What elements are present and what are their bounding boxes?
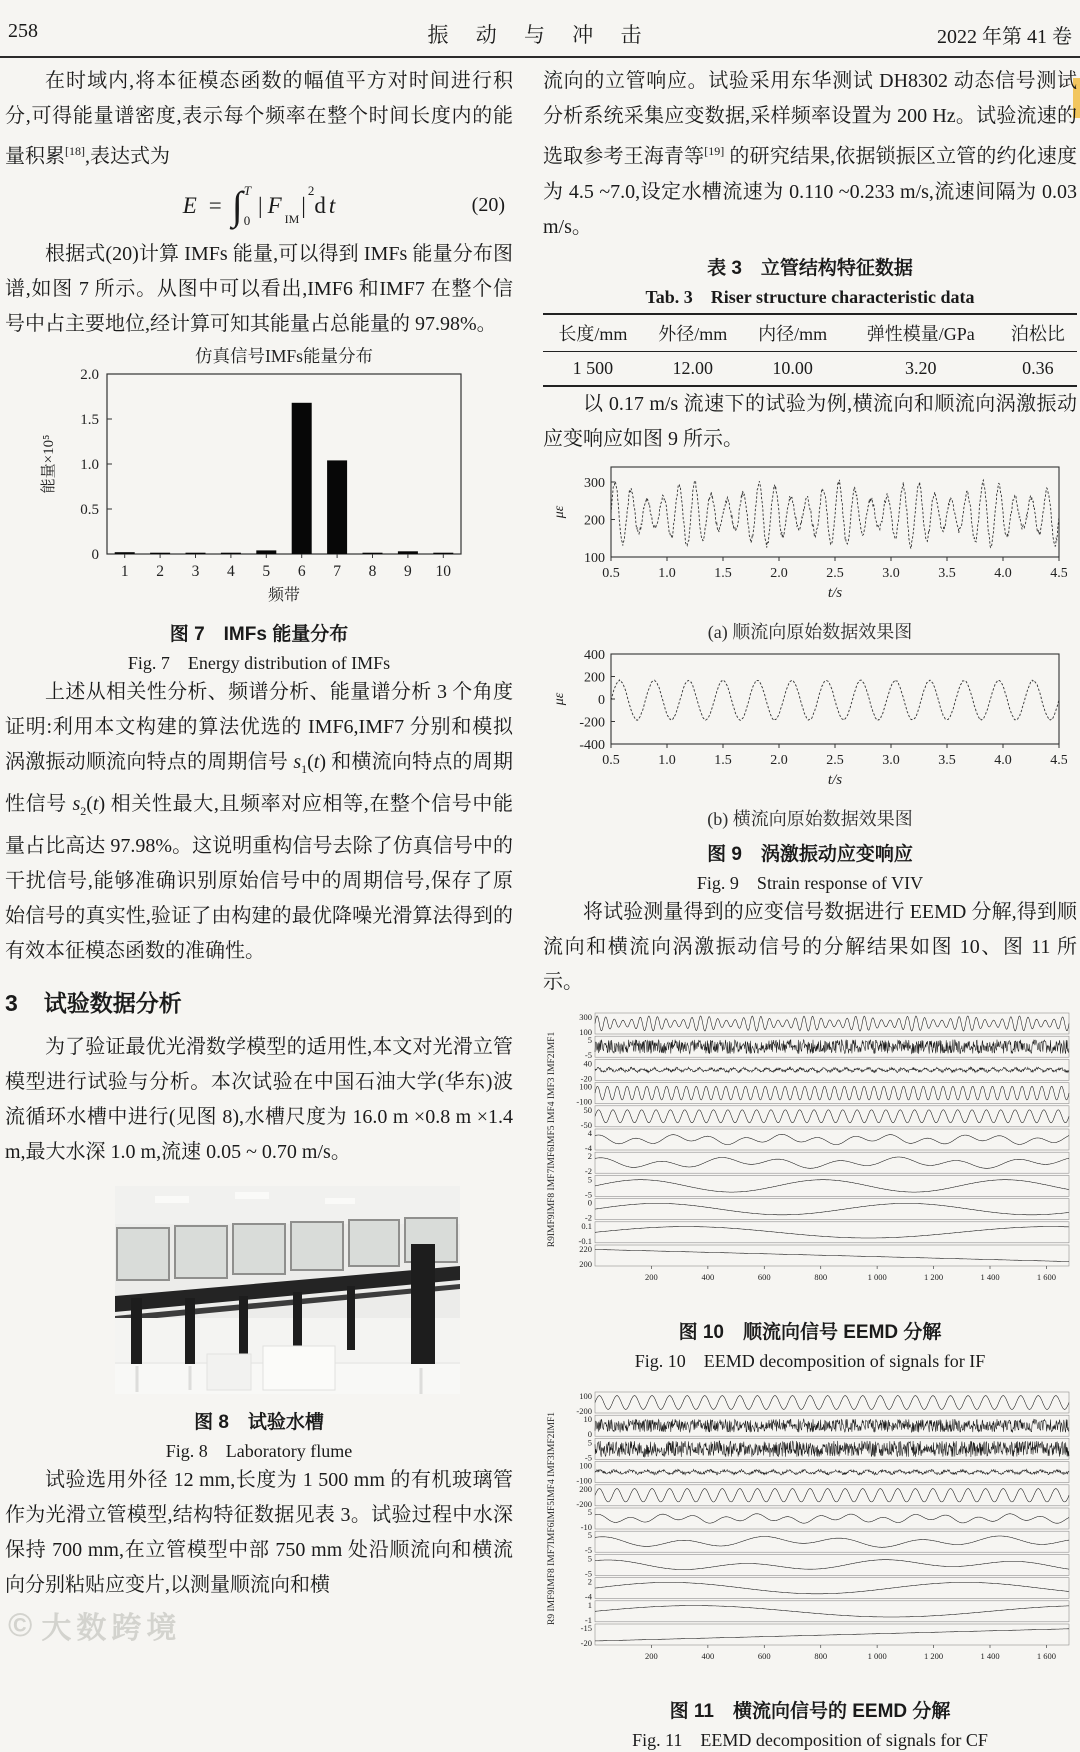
svg-text:3.0: 3.0 [882, 752, 900, 768]
equation-lhs: E [182, 192, 197, 218]
svg-text:5: 5 [262, 562, 271, 580]
svg-text:2: 2 [156, 562, 164, 580]
table3-header-length: 长度/mm [543, 314, 643, 352]
figure11-caption-en: Fig. 11 EEMD decomposition of signals for CF [632, 1729, 988, 1750]
svg-text:50: 50 [583, 1104, 592, 1115]
svg-text:40: 40 [583, 1058, 592, 1069]
integral-sign: ∫ [231, 183, 243, 229]
svg-text:2.0: 2.0 [770, 565, 788, 581]
table-row [543, 351, 1077, 386]
page-number: 258 [8, 20, 38, 42]
svg-text:-5: -5 [584, 1189, 592, 1200]
page-header [0, 12, 1080, 54]
svg-text:0.1: 0.1 [581, 1220, 592, 1231]
svg-text:400: 400 [701, 1650, 715, 1661]
svg-text:t/s: t/s [827, 771, 843, 788]
svg-text:t/s: t/s [827, 584, 843, 601]
figure7-caption-en: Fig. 7 Energy distribution of IMFs [127, 652, 391, 673]
svg-text:-4: -4 [584, 1591, 592, 1602]
svg-text:-10: -10 [580, 1521, 592, 1532]
table3-header-inner-diameter: 内径/mm [743, 314, 843, 352]
svg-text:1.0: 1.0 [80, 456, 99, 473]
table3-riser-data [543, 313, 1077, 387]
svg-text:0.5: 0.5 [80, 501, 99, 518]
svg-text:1 200: 1 200 [924, 1271, 944, 1282]
figure10-eemd-chart [543, 1008, 1075, 1309]
svg-text:8: 8 [368, 562, 377, 580]
svg-text:800: 800 [814, 1650, 828, 1661]
svg-text:0: 0 [91, 546, 99, 563]
equation-20: E = ∫ T 0 | F $_{IM}$ | $^2$ d t (20) [182, 182, 505, 229]
svg-text:3.5: 3.5 [938, 565, 956, 581]
svg-text:-100: -100 [576, 1475, 592, 1486]
svg-text:100: 100 [579, 1081, 592, 1092]
paragraph-eemd-decomposition: 将试验测量得到的应变信号数据进行 EEMD 分解,得到顺流向和横流向涡激振动信号的分解结果如图 10、图 11 所示。 [543, 900, 1077, 993]
svg-text:6: 6 [297, 562, 306, 580]
svg-text:0: 0 [598, 692, 605, 708]
svg-text:5: 5 [587, 1553, 592, 1564]
svg-text:-2: -2 [584, 1212, 592, 1223]
volume-info: 2022 年第 41 卷 [937, 26, 1072, 48]
svg-text:100: 100 [579, 1460, 592, 1471]
table3-header-elastic-modulus: 弹性模量/GPa [843, 314, 999, 352]
svg-text:4.0: 4.0 [994, 565, 1012, 581]
paragraph-experiment-setup: 为了验证最优光滑数学模型的适用性,本文对光滑立管模型进行试验与分析。本次试验在中国石油大学(华东)波流循环水槽中进行(见图 8),水槽尺度为 16.0 m ×0.8 m ×1.4 m,最大水深 1.0 m,流速 0.05 ~ 0.70 m/s。 [5, 1035, 513, 1163]
table3-cell-length: 1 500 [572, 357, 614, 378]
figure7-caption-cn: 图 7 IMFs 能量分布 [169, 623, 349, 645]
table3-cell-outer-diameter: 12.00 [672, 357, 714, 378]
equation-equals: = [208, 192, 222, 218]
svg-text:5: 5 [587, 1529, 592, 1540]
svg-text:0.5: 0.5 [602, 752, 620, 768]
svg-text:4.5: 4.5 [1050, 565, 1067, 581]
svg-text:400: 400 [584, 647, 605, 663]
column-right [543, 64, 1077, 1752]
svg-text:100: 100 [579, 1390, 592, 1401]
figure11-caption-cn: 图 11 横流向信号的 EEMD 分解 [669, 1700, 951, 1722]
svg-text:200: 200 [645, 1650, 658, 1661]
journal-title: 振 动 与 冲 击 [427, 23, 653, 47]
svg-text:4.5: 4.5 [1050, 752, 1067, 768]
svg-text:0: 0 [587, 1197, 592, 1208]
svg-text:200: 200 [584, 513, 605, 529]
column-left [5, 64, 513, 1603]
svg-text:5: 5 [587, 1034, 592, 1045]
svg-text:1 600: 1 600 [1036, 1271, 1056, 1282]
svg-text:1.5: 1.5 [714, 565, 732, 581]
svg-text:9: 9 [404, 562, 412, 580]
figure9a-strain-chart [547, 461, 1067, 618]
svg-text:能量×10⁵: 能量×10⁵ [41, 434, 57, 494]
figure9-caption-cn: 图 9 涡激振动应变响应 [707, 843, 913, 865]
figure8-caption-cn: 图 8 试验水槽 [194, 1411, 324, 1433]
table3-cell-poisson-ratio: 0.36 [1022, 357, 1054, 378]
svg-text:5: 5 [587, 1506, 592, 1517]
figure11-eemd-chart [543, 1387, 1075, 1688]
svg-text:-200: -200 [576, 1405, 592, 1416]
svg-text:3.0: 3.0 [882, 565, 900, 581]
table3-cell-inner-diameter: 10.00 [772, 357, 813, 378]
svg-text:-0.1: -0.1 [578, 1235, 592, 1246]
svg-text:με: με [552, 505, 567, 518]
svg-text:5: 5 [587, 1437, 592, 1448]
figure8-caption-en: Fig. 8 Laboratory flume [165, 1440, 353, 1461]
figure9b-strain-chart [547, 648, 1067, 805]
svg-text:2.5: 2.5 [826, 752, 844, 768]
table3-caption-cn: 表 3 立管结构特征数据 [707, 257, 913, 279]
svg-text:200: 200 [579, 1258, 592, 1269]
section-heading-3: 3 试验数据分析 [5, 989, 182, 1016]
figure10-caption-cn: 图 10 顺流向信号 EEMD 分解 [678, 1321, 942, 1343]
paragraph-riser-model: 试验选用外径 12 mm,长度为 1 500 mm 的有机玻璃管作为光滑立管模型,结构特征数据见表 3。试验过程中水深保持 700 mm,在立管模型中部 750 mm 处沿顺流向和横流向分别粘贴应变片,以测量顺流向和横 [5, 1468, 513, 1596]
svg-text:-50: -50 [580, 1119, 592, 1130]
svg-text:-5: -5 [584, 1452, 592, 1463]
figure9-caption-en: Fig. 9 Strain response of VIV [696, 872, 924, 893]
svg-text:0.5: 0.5 [602, 565, 620, 581]
header-rule [0, 56, 1080, 58]
table3-header-poisson-ratio: 泊松比 [999, 314, 1077, 352]
svg-text:1.0: 1.0 [658, 752, 676, 768]
paragraph-imfs-energy: 根据式(20)计算 IMFs 能量,可以得到 IMFs 能量分布图谱,如图 7 所示。从图中可以看出,IMF6 和IMF7 在整个信号中占主要地位,经计算可知其能量占总能量的 97.98%。 [5, 242, 513, 335]
svg-text:1 400: 1 400 [980, 1650, 1000, 1661]
svg-text:1 200: 1 200 [924, 1650, 944, 1661]
svg-text:800: 800 [814, 1271, 828, 1282]
paragraph-daq-system: 流向的立管响应。试验采用东华测试 DH8302 动态信号测试分析系统采集应变数据,采样频率设置为 200 Hz。试验流速的选取参考王海青等[19] 的研究结果,依据锁振区立管的约化速度为 4.5 ~7.0,设定水槽流速为 0.110 ~0.233 m/s,流速间隔为 0.03 m/s。 [543, 70, 1078, 238]
svg-text:1.5: 1.5 [80, 411, 99, 428]
svg-text:-200: -200 [579, 715, 605, 731]
svg-text:1: 1 [587, 1599, 592, 1610]
svg-text:200: 200 [645, 1271, 658, 1282]
svg-text:R9 IMF9IMF8 IMF7IMF6IMF5IMF4 I: R9 IMF9IMF8 IMF7IMF6IMF5IMF4 IMF3IMF2IMF1 [547, 1411, 557, 1625]
svg-text:10: 10 [583, 1413, 592, 1424]
equation-number: (20) [471, 194, 505, 217]
svg-text:仿真信号IMFs能量分布: 仿真信号IMFs能量分布 [195, 345, 373, 366]
svg-text:4.0: 4.0 [994, 752, 1012, 768]
svg-text:100: 100 [584, 550, 605, 566]
svg-text:R9IMF9IMF8 IMF7IMF6IMF5 IMF4 I: R9IMF9IMF8 IMF7IMF6IMF5 IMF4 IMF3 IMF2IMF1 [547, 1031, 557, 1247]
copyright-icon: © [8, 1606, 33, 1643]
svg-text:4: 4 [227, 562, 235, 580]
svg-text:300: 300 [579, 1011, 592, 1022]
svg-text:-400: -400 [579, 737, 605, 753]
figure7-bar-chart [33, 344, 477, 611]
svg-text:1.5: 1.5 [714, 752, 732, 768]
paragraph-correlation-proof: 上述从相关性分析、频谱分析、能量谱分析 3 个角度证明:利用本文构建的算法优选的 IMF6,IMF7 分别和模拟涡激振动顺流向特点的周期信号 $s_1(t)$ 和横流向特点的周期性信号 $s_2(t)$ 相关性最大,且频率对应相等,在整个信号中能量占比高达 97.98%。这说明重构信号去除了仿真信号中的干扰信号,能够准确识别原始信号中的周期信号,保存了原始信号的真实性,验证了由构建的最优降噪光滑算法得到的有效本征模态函数的准确性。 [5, 680, 513, 962]
svg-text:3: 3 [191, 562, 200, 580]
svg-text:1 600: 1 600 [1036, 1650, 1056, 1661]
svg-text:频带: 频带 [267, 586, 301, 604]
svg-text:220: 220 [579, 1243, 592, 1254]
svg-text:3.5: 3.5 [938, 752, 956, 768]
svg-text:600: 600 [757, 1271, 771, 1282]
svg-text:200: 200 [584, 670, 605, 686]
svg-text:-4: -4 [584, 1142, 592, 1153]
svg-text:2: 2 [587, 1150, 592, 1161]
svg-text:-1: -1 [584, 1614, 592, 1625]
figure9b-subcaption: (b) 横流向原始数据效果图 [707, 808, 913, 829]
watermark-text: 大数跨境 [41, 1612, 182, 1645]
svg-text:1 000: 1 000 [867, 1271, 887, 1282]
paragraph-energy-spectrum: 在时域内,将本征模态函数的幅值平方对时间进行积分,可得能量谱密度,表示每个频率在整个时间长度内的能量积累[18],表达式为 [5, 70, 513, 168]
svg-text:-5: -5 [584, 1049, 592, 1060]
svg-text:-20: -20 [580, 1073, 592, 1084]
svg-text:-5: -5 [584, 1544, 592, 1555]
svg-text:5: 5 [587, 1174, 592, 1185]
svg-text:2.0: 2.0 [80, 366, 99, 383]
svg-text:-200: -200 [576, 1498, 592, 1509]
svg-text:-2: -2 [584, 1165, 592, 1176]
svg-text:1 000: 1 000 [867, 1650, 887, 1661]
svg-text:-5: -5 [584, 1568, 592, 1579]
svg-text:0: 0 [587, 1428, 592, 1439]
svg-text:2: 2 [587, 1576, 592, 1587]
figure10-caption-en: Fig. 10 EEMD decomposition of signals for IF [634, 1350, 986, 1371]
svg-text:-100: -100 [576, 1096, 592, 1107]
svg-text:2.0: 2.0 [770, 752, 788, 768]
svg-text:600: 600 [757, 1650, 771, 1661]
svg-text:10: 10 [435, 562, 452, 580]
figure9a-subcaption: (a) 顺流向原始数据效果图 [707, 621, 913, 642]
figure8-laboratory-flume-photo [115, 1186, 460, 1399]
svg-text:100: 100 [579, 1026, 592, 1037]
integral-limits: T 0 [243, 182, 251, 228]
svg-text:1: 1 [120, 562, 129, 580]
svg-text:-15: -15 [580, 1622, 592, 1633]
svg-text:7: 7 [333, 562, 341, 580]
svg-text:400: 400 [701, 1271, 715, 1282]
svg-text:1.0: 1.0 [658, 565, 676, 581]
table3-cell-elastic-modulus: 3.20 [904, 357, 937, 378]
svg-text:1 400: 1 400 [980, 1271, 1000, 1282]
svg-text:300: 300 [584, 475, 605, 491]
watermark [8, 1603, 181, 1647]
svg-text:2.5: 2.5 [826, 565, 844, 581]
paragraph-example-velocity: 以 0.17 m/s 流速下的试验为例,横流向和顺流向涡激振动应变响应如图 9 所示。 [543, 392, 1077, 450]
svg-text:200: 200 [579, 1483, 592, 1494]
table3-caption-en: Tab. 3 Riser structure characteristic data [645, 286, 975, 307]
table3-header-outer-diameter: 外径/mm [643, 314, 743, 352]
svg-text:-20: -20 [580, 1637, 592, 1648]
svg-text:4: 4 [587, 1127, 592, 1138]
svg-text:με: με [552, 692, 567, 705]
